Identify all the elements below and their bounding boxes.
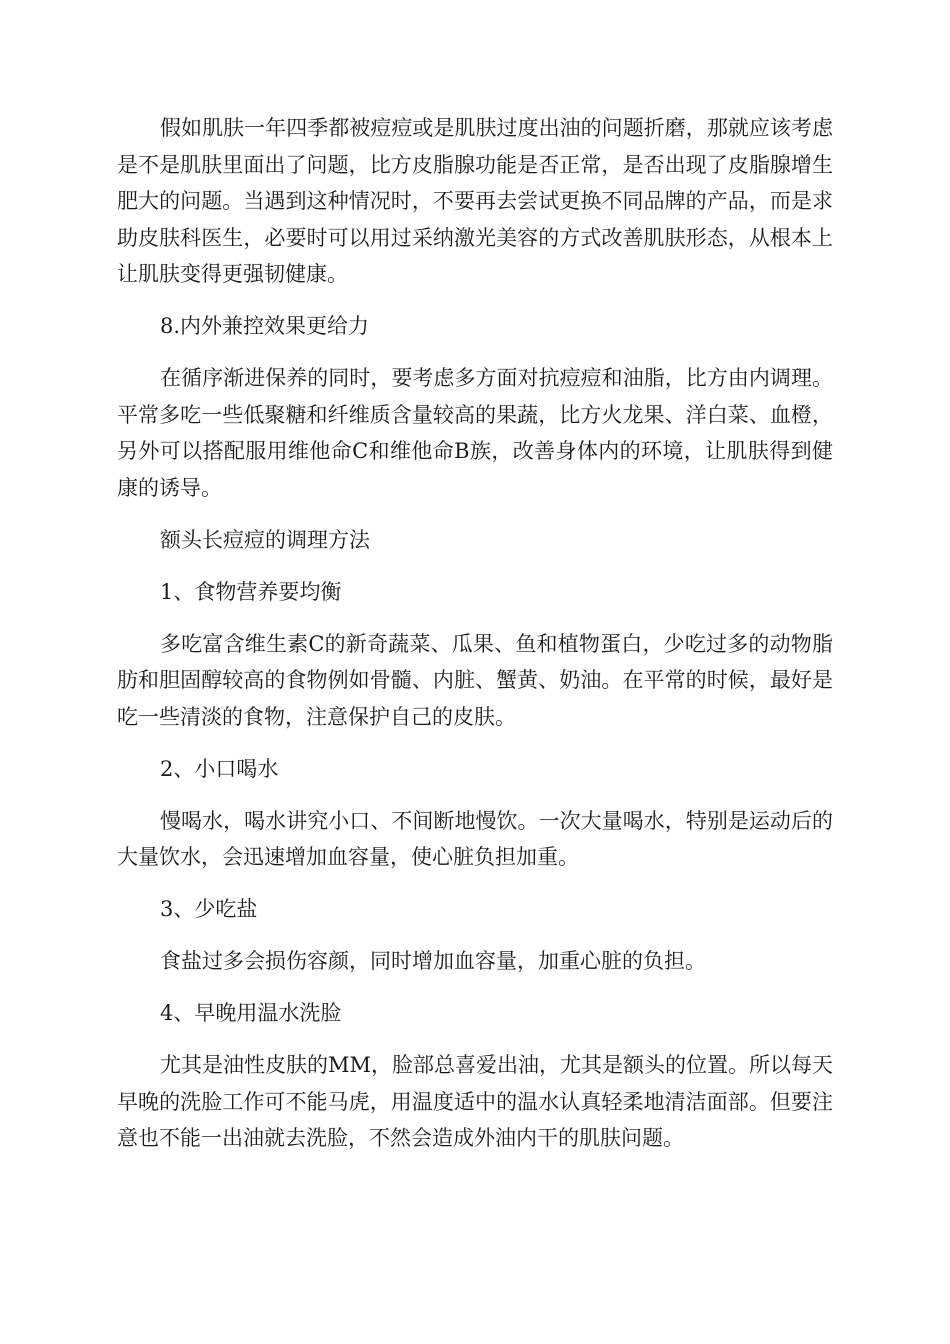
paragraph-small-sips: 慢喝水，喝水讲究小口、不间断地慢饮。一次大量喝水，特别是运动后的大量饮水，会迅速增加血容量，使心脏负担加重。 [117, 808, 833, 869]
heading-small-sips: 2、小口喝水 [160, 756, 279, 781]
paragraph-less-salt: 食盐过多会损伤容颜，同时增加血容量，加重心脏的负担。 [160, 949, 706, 973]
paragraph-balanced-nutrition: 多吃富含维生素C的新奇蔬菜、瓜果、鱼和植物蛋白，少吃过多的动物脂肪和胆固醇较高的食物例如骨髓、内脏、蟹黄、奶油。在平常的时候，最好是吃一些清淡的食物，注意保护自己的皮肤。 [117, 631, 833, 729]
heading-inside-outside-control: 8.内外兼控效果更给力 [160, 314, 370, 338]
heading-balanced-nutrition: 1、食物营养要均衡 [160, 579, 342, 604]
heading-less-salt: 3、少吃盐 [160, 897, 258, 921]
paragraph-warm-water-wash: 尤其是油性皮肤的MM，脸部总喜爱出油，尤其是额头的位置。所以每天早晚的洗脸工作可不能马虎，用温度适中的温水认真轻柔地清洁面部。但要注意也不能一出油就去洗脸，不然会造成外油内干的肌肤问题。 [117, 1053, 834, 1150]
document-page [117, 110, 833, 1172]
paragraph-pore-problems: 假如肌肤一年四季都被痘痘或是肌肤过度出油的问题折磨，那就应该考虑是不是肌肤里面出了问题，比方皮脂腺功能是否正常，是否出现了皮脂腺增生肥大的问题。当遇到这种情况时，不要再去尝试更换不同品牌的产品，而是求助皮肤科医生，必要时可以用过采纳激光美容的方式改善肌肤形态，从根本上让肌肤变得更强韧健康。 [117, 116, 833, 286]
heading-warm-water-wash: 4、早晚用温水洗脸 [160, 1001, 342, 1025]
heading-forehead-acne-methods: 额头长痘痘的调理方法 [160, 527, 370, 552]
paragraph-internal-conditioning: 在循序渐进保养的同时，要考虑多方面对抗痘痘和油脂，比方由内调理。平常多吃一些低聚糖和纤维质含量较高的果蔬，比方火龙果、洋白菜、血橙，另外可以搭配服用维他命C和维他命B族，改善身体内的环境，让肌肤得到健康的诱导。 [117, 366, 833, 500]
